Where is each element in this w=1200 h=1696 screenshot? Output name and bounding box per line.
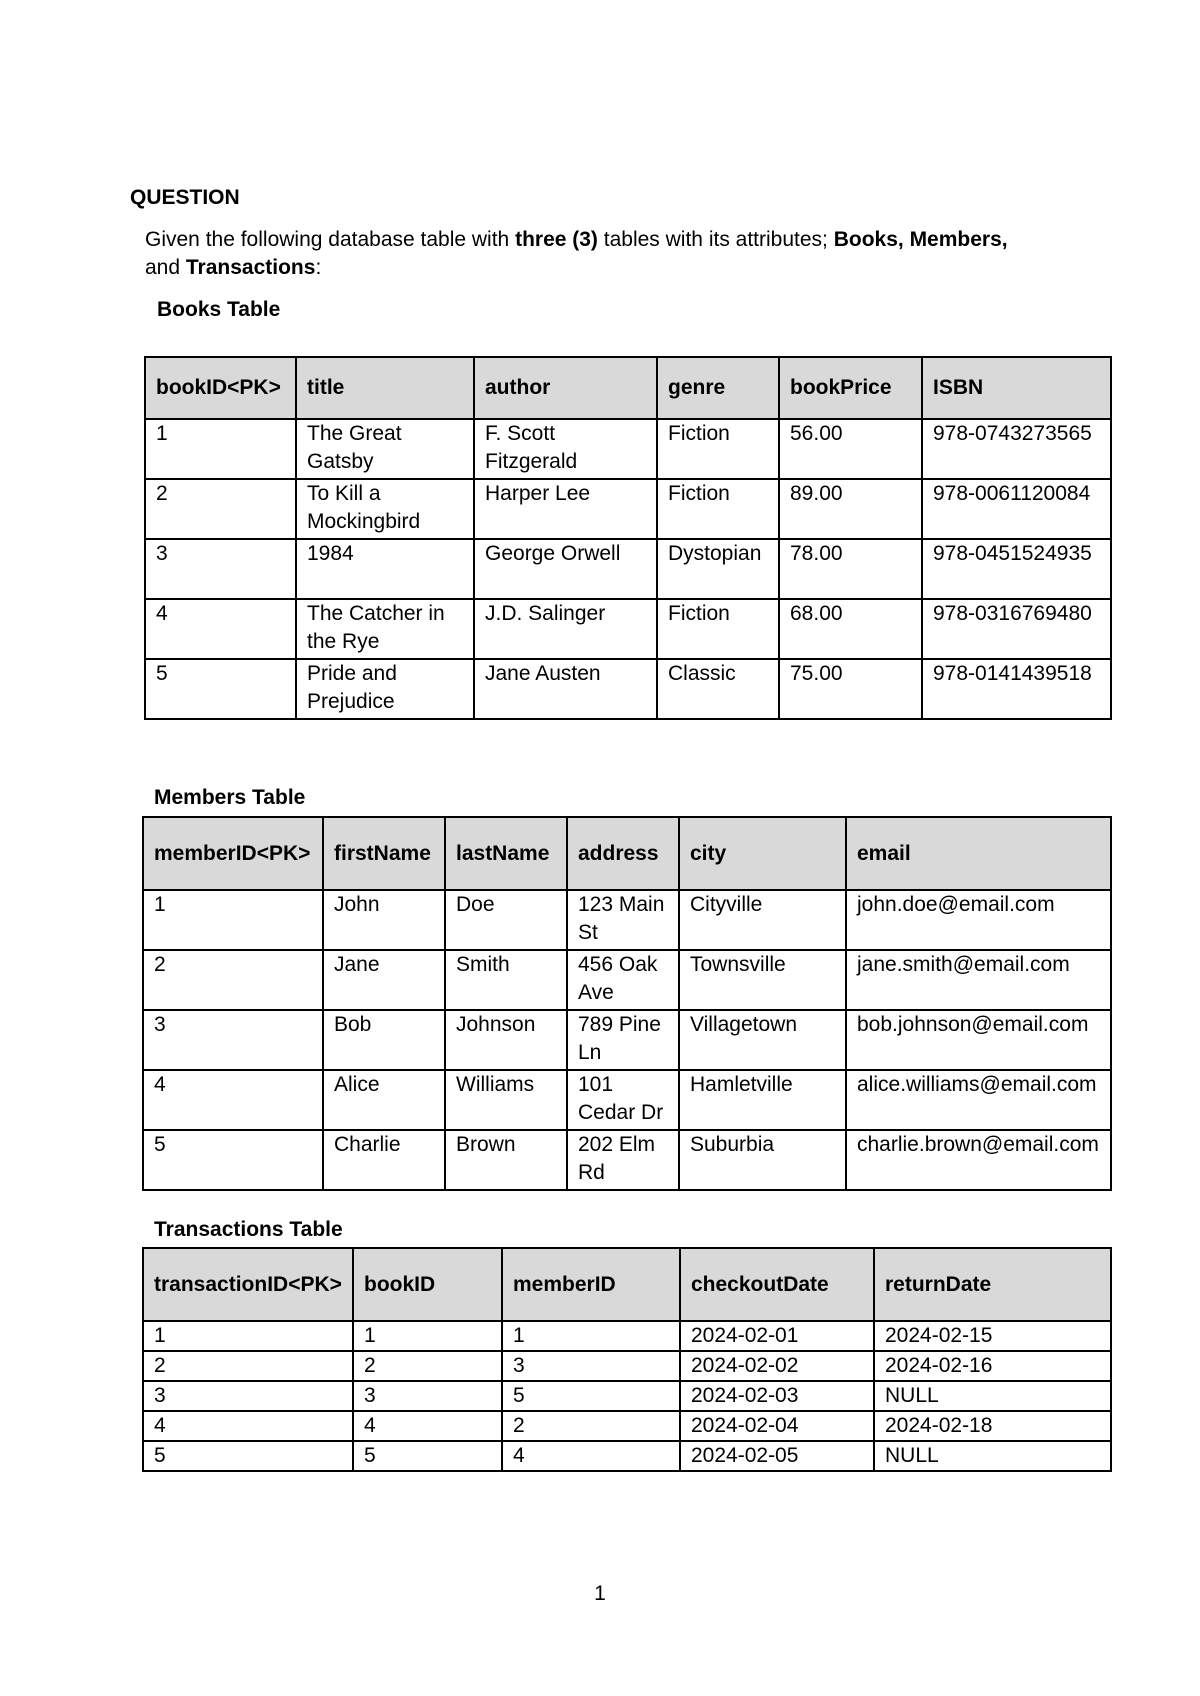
table-row [145,659,1111,719]
table-cell: Fiction [657,479,779,539]
table-row [143,1441,1111,1471]
table-cell: Hamletville [679,1070,846,1130]
table-cell: Charlie [323,1130,445,1190]
table-cell: 4 [143,1070,323,1130]
table-cell: 2 [145,479,296,539]
table-cell: 1 [353,1321,502,1351]
table-cell: 5 [143,1441,353,1471]
table-cell: 101 Cedar Dr [567,1070,679,1130]
transactions-body [143,1321,1111,1471]
members-table-caption: Members Table [154,786,306,809]
transactions-table-caption: Transactions Table [154,1218,343,1241]
table-cell: Smith [445,950,567,1010]
members-column-header: email [846,817,1111,890]
intro-text: : [315,256,322,279]
books-body [145,419,1111,719]
table-cell: 56.00 [779,419,922,479]
members-column-header: firstName [323,817,445,890]
table-cell: 1 [143,890,323,950]
table-cell: NULL [874,1381,1111,1411]
intro-text: tables with its attributes; [597,228,834,251]
table-cell: 978-0141439518 [922,659,1111,719]
table-cell: 2024-02-03 [680,1381,874,1411]
table-cell: John [323,890,445,950]
intro-text: Given the following database table with [145,228,516,251]
table-cell: To Kill a Mockingbird [296,479,474,539]
table-cell: 4 [143,1411,353,1441]
table-row [143,1381,1111,1411]
books-column-header: genre [657,357,779,419]
members-column-header: memberID<PK> [143,817,323,890]
members-table [142,816,1112,1191]
transactions-column-header: memberID [502,1248,680,1321]
table-cell: 1 [145,419,296,479]
table-cell: Alice [323,1070,445,1130]
table-cell: 4 [502,1441,680,1471]
table-cell: Cityville [679,890,846,950]
table-cell: Johnson [445,1010,567,1070]
table-cell: George Orwell [474,539,657,599]
members-header-row [143,817,1111,890]
table-row [143,1351,1111,1381]
table-cell: charlie.brown@email.com [846,1130,1111,1190]
table-cell: Fiction [657,599,779,659]
table-cell: 5 [502,1381,680,1411]
table-cell: bob.johnson@email.com [846,1010,1111,1070]
table-cell: 4 [145,599,296,659]
table-row [143,1321,1111,1351]
table-cell: 2024-02-18 [874,1411,1111,1441]
table-cell: 3 [145,539,296,599]
table-cell: Pride and Prejudice [296,659,474,719]
table-row [145,539,1111,599]
table-cell: 2024-02-01 [680,1321,874,1351]
table-cell: 2024-02-16 [874,1351,1111,1381]
transactions-header-row [143,1248,1111,1321]
table-cell: 978-0316769480 [922,599,1111,659]
table-cell: 456 Oak Ave [567,950,679,1010]
table-row [143,950,1111,1010]
transactions-column-header: checkoutDate [680,1248,874,1321]
table-cell: 3 [143,1381,353,1411]
table-cell: Jane Austen [474,659,657,719]
books-column-header: bookID<PK> [145,357,296,419]
table-cell: Fiction [657,419,779,479]
books-column-header: ISBN [922,357,1111,419]
table-cell: 3 [143,1010,323,1070]
table-cell: Jane [323,950,445,1010]
table-cell: Suburbia [679,1130,846,1190]
books-table-caption: Books Table [157,298,281,321]
table-row [145,479,1111,539]
members-column-header: address [567,817,679,890]
table-cell: 1 [502,1321,680,1351]
table-cell: 5 [143,1130,323,1190]
table-cell: 3 [502,1351,680,1381]
books-column-header: author [474,357,657,419]
members-column-header: lastName [445,817,567,890]
table-cell: Bob [323,1010,445,1070]
table-cell: 978-0451524935 [922,539,1111,599]
books-column-header: bookPrice [779,357,922,419]
table-cell: 75.00 [779,659,922,719]
transactions-column-header: returnDate [874,1248,1111,1321]
intro-bold-count: three (3) [515,228,598,251]
books-table [144,356,1112,720]
page-number: 1 [594,1582,606,1605]
table-cell: 2024-02-15 [874,1321,1111,1351]
table-cell: 2024-02-02 [680,1351,874,1381]
table-cell: F. Scott Fitzgerald [474,419,657,479]
table-cell: NULL [874,1441,1111,1471]
table-cell: 5 [145,659,296,719]
table-cell: john.doe@email.com [846,890,1111,950]
question-heading: QUESTION [130,186,240,209]
transactions-column-header: bookID [353,1248,502,1321]
members-body [143,890,1111,1190]
table-cell: 202 Elm Rd [567,1130,679,1190]
table-cell: jane.smith@email.com [846,950,1111,1010]
table-cell: 1984 [296,539,474,599]
transactions-column-header: transactionID<PK> [143,1248,353,1321]
table-cell: Williams [445,1070,567,1130]
table-cell: 68.00 [779,599,922,659]
table-cell: 2024-02-05 [680,1441,874,1471]
table-cell: 78.00 [779,539,922,599]
table-row [143,1070,1111,1130]
table-cell: J.D. Salinger [474,599,657,659]
intro-bold-books-members: Books, Members, [833,228,1008,251]
table-cell: 2 [143,950,323,1010]
transactions-table [142,1247,1112,1472]
table-row [145,599,1111,659]
table-cell: 2 [502,1411,680,1441]
table-cell: 2 [143,1351,353,1381]
table-cell: 89.00 [779,479,922,539]
table-cell: 4 [353,1411,502,1441]
table-cell: 5 [353,1441,502,1471]
intro-text: and [145,256,186,279]
table-cell: The Great Gatsby [296,419,474,479]
table-row [143,1130,1111,1190]
table-row [143,890,1111,950]
table-cell: 2024-02-04 [680,1411,874,1441]
table-cell: 978-0061120084 [922,479,1111,539]
table-cell: Harper Lee [474,479,657,539]
table-cell: 978-0743273565 [922,419,1111,479]
members-column-header: city [679,817,846,890]
table-cell: 123 Main St [567,890,679,950]
question-intro [145,226,1045,282]
table-row [143,1010,1111,1070]
table-cell: Townsville [679,950,846,1010]
table-cell: 1 [143,1321,353,1351]
table-cell: 3 [353,1381,502,1411]
table-cell: alice.williams@email.com [846,1070,1111,1130]
books-header-row [145,357,1111,419]
table-cell: 789 Pine Ln [567,1010,679,1070]
books-column-header: title [296,357,474,419]
table-cell: Villagetown [679,1010,846,1070]
table-row [145,419,1111,479]
table-cell: Doe [445,890,567,950]
table-cell: Classic [657,659,779,719]
table-row [143,1411,1111,1441]
table-cell: The Catcher in the Rye [296,599,474,659]
table-cell: 2 [353,1351,502,1381]
intro-bold-transactions: Transactions [185,256,316,279]
table-cell: Brown [445,1130,567,1190]
table-cell: Dystopian [657,539,779,599]
